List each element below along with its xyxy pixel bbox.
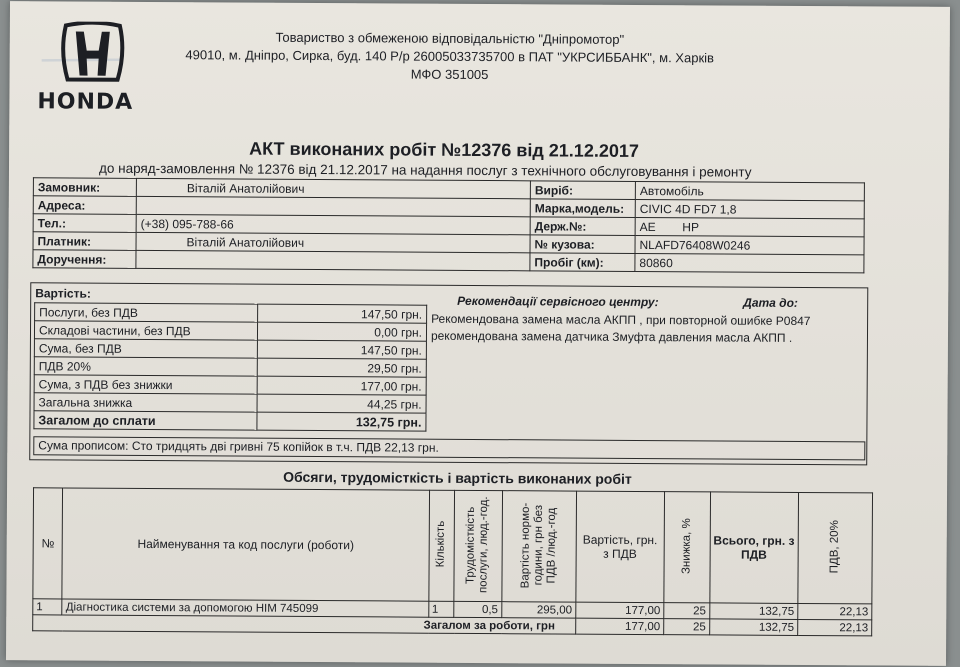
cost-row (34, 357, 426, 377)
cost-row-value: 177,00 грн. (257, 376, 426, 395)
company-name: Товариство з обмеженою відповідальністю "Дніпромотор" (275, 29, 625, 47)
cost-row (34, 375, 426, 395)
cost-row-label: Сума, без ПДВ (34, 339, 257, 358)
cost-total-label: Загалом до сплати (34, 411, 257, 430)
cost-row-value: 29,50 грн. (257, 358, 426, 377)
honda-logo (37, 19, 158, 116)
product-value: Автомобіль (635, 181, 864, 200)
cost-row (34, 393, 426, 413)
cell-total: 132,75 (709, 603, 797, 620)
act-subtitle: до наряд-замовлення № 12376 від 21.12.2017 на надання послуг з технічного обслуговування і ремонту (98, 160, 752, 180)
recommendation-line-2: рекомендована замена датчика Змуфта давления масла АКПП . (430, 328, 793, 345)
mileage-value: 80860 (635, 253, 864, 272)
cell-no: 1 (33, 599, 63, 615)
cost-total-value: 132,75 грн. (257, 412, 426, 431)
cell-qty: 1 (428, 601, 453, 617)
col-header-qty: Кількість (434, 520, 448, 568)
cost-row-label: Загальна знижка (34, 393, 257, 412)
product-label: Виріб: (530, 181, 635, 200)
plate-value: AE HP (635, 217, 864, 236)
works-total-label: Загалом за роботи, грн (33, 615, 576, 634)
cost-row (34, 339, 426, 359)
cost-row-label: Сума, з ПДВ без знижки (34, 375, 257, 394)
company-header (170, 28, 730, 85)
col-header-rate: Вартість нормо-години, грн без ПДВ /люд.-год (519, 502, 558, 588)
customer-value: Віталій Анатолійович (136, 178, 530, 198)
cell-cost: 177,00 (575, 602, 663, 619)
address-label: Адреса: (33, 196, 136, 215)
model-label: Марка,модель: (530, 199, 635, 218)
cost-table (33, 302, 427, 431)
cost-row-value: 44,25 грн. (257, 394, 426, 413)
body-number-label: № кузова: (530, 235, 635, 254)
works-section-title: Обсяги, трудомісткість і вартість виконаних робіт (283, 468, 632, 487)
works-total-cost: 177,00 (575, 618, 663, 635)
cost-row-label: ПДВ 20% (34, 357, 257, 376)
cell-name: Діагностика системи за допомогою HIM 745099 (62, 599, 428, 617)
cell-discount: 25 (664, 603, 710, 619)
model-value: CIVIC 4D FD7 1,8 (635, 199, 864, 218)
cell-labor: 0,5 (454, 601, 502, 617)
assignment-value (136, 250, 530, 270)
cell-vat: 22,13 (798, 603, 872, 619)
cost-row-value: 147,50 грн. (258, 304, 427, 323)
works-total-vat: 22,13 (798, 619, 872, 635)
phone-value: (+38) 095-788-66 (136, 214, 530, 234)
col-header-discount: Знижка, % (680, 517, 693, 574)
cell-rate: 295,00 (501, 602, 575, 618)
col-header-total: Всього, грн. з ПДВ (709, 492, 798, 604)
cost-row-label: Послуги, без ПДВ (35, 303, 258, 322)
cost-heading: Вартість: (35, 286, 91, 301)
cost-row-value: 147,50 грн. (257, 340, 426, 359)
recommendations-heading: Рекомендації сервісного центру: (457, 293, 659, 310)
client-vehicle-table (32, 177, 865, 273)
payer-value: Віталій Анатолійович (136, 232, 530, 252)
col-header-vat: ПДВ, 20% (828, 520, 841, 574)
works-total-discount: 25 (664, 619, 710, 635)
cost-row (35, 303, 427, 323)
col-header-cost: Вартість, грн. з ПДВ (576, 491, 665, 603)
assignment-label: Доручення: (33, 250, 136, 269)
cost-row (34, 321, 426, 341)
document-page (6, 1, 950, 666)
cost-row-label: Складові частини, без ПДВ (34, 321, 257, 340)
customer-label: Замовник: (33, 178, 136, 197)
cost-section (29, 282, 868, 465)
company-address: 49010, м. Дніпро, Сирка, буд. 140 Р/р 26005033735700 в ПАТ "УКРСИББАНК", м. Харків (185, 47, 714, 66)
act-title: АКТ виконаних робіт №12376 від 21.12.2017 (249, 138, 639, 161)
recommendation-line-1: Рекомендована замена масла АКПП , при повторной ошибке P0847 (431, 311, 811, 329)
works-table (32, 487, 873, 636)
mileage-label: Пробіг (км): (530, 253, 635, 272)
works-total-sum: 132,75 (709, 619, 797, 636)
body-number-value: NLAFD76408W0246 (635, 235, 864, 254)
payer-label: Платник: (33, 232, 136, 251)
cost-row-value: 0,00 грн. (257, 322, 426, 341)
col-header-no: № (33, 488, 63, 599)
plate-label: Держ.№: (530, 217, 635, 236)
honda-h-mark-icon (60, 21, 126, 83)
works-header-row (33, 488, 873, 604)
honda-wordmark: HONDA (37, 89, 134, 115)
amount-in-words: Сума прописом: Сто тридцять дві гривні 75 копійок в т.ч. ПДВ 22,13 грн. (33, 436, 865, 460)
recommendations-date-heading: Дата до: (743, 295, 799, 310)
company-mfo: МФО 351005 (410, 66, 489, 83)
phone-label: Тел.: (33, 214, 136, 233)
col-header-labor: Трудомісткість послуги, люд.-год. (464, 496, 491, 593)
cost-total-row (34, 411, 426, 431)
address-value (136, 196, 530, 216)
col-header-name: Найменування та код послуги (роботи) (62, 488, 429, 601)
